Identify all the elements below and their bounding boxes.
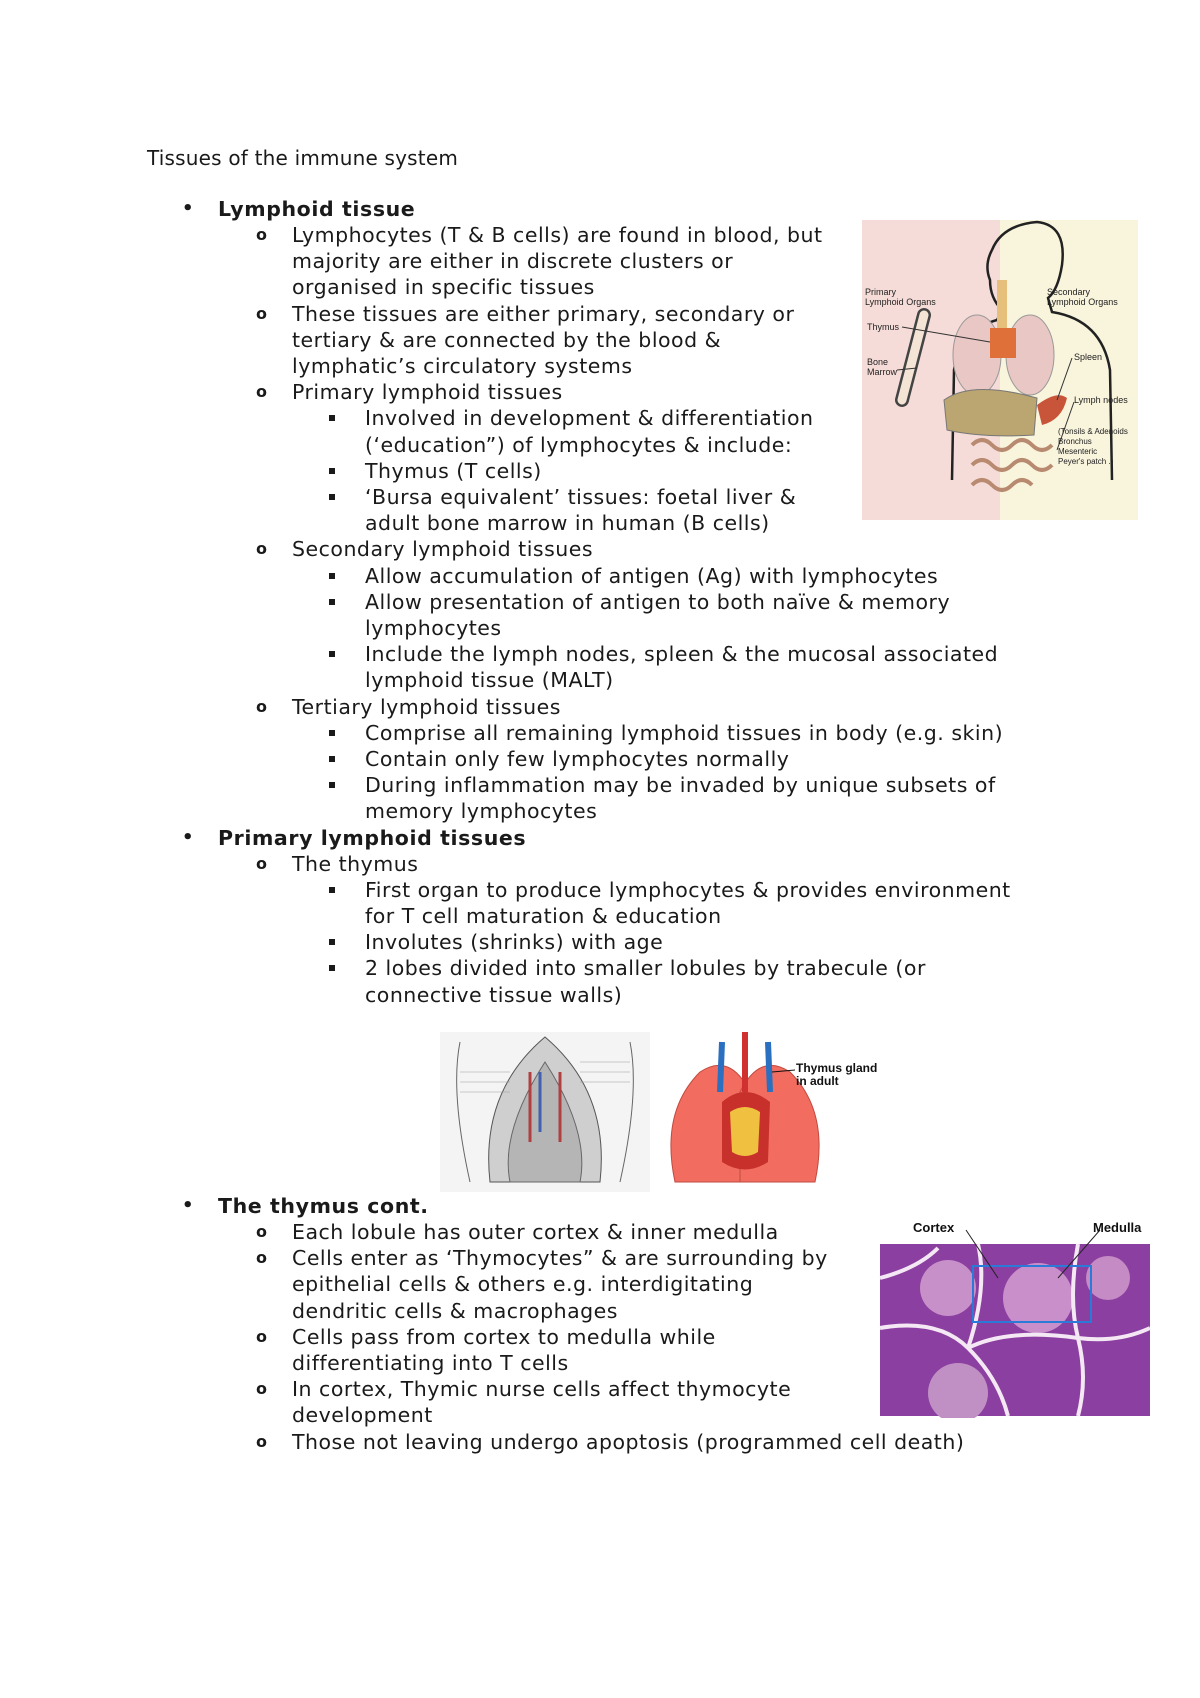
square-bullet-icon bbox=[329, 494, 335, 500]
list-item: Include the lymph nodes, spleen & the mucosal associated lymphoid tissue (MALT) bbox=[365, 641, 1011, 693]
label-bone: Bone bbox=[867, 357, 889, 367]
label-primary: Primary bbox=[865, 287, 896, 297]
label-marrow: Marrow bbox=[867, 367, 898, 377]
circle-bullet-icon: o bbox=[256, 303, 268, 323]
heading-thymus-cont: • The thymus cont. bbox=[182, 1194, 429, 1218]
list-item: o Cells pass from cortex to medulla while differentiating into T cells bbox=[256, 1324, 716, 1376]
list-item: o Primary lymphoid tissues bbox=[256, 380, 563, 405]
list-item: o These tissues are either primary, secondary or tertiary & are connected by the blood & lymphatic’s circulatory systems bbox=[256, 301, 795, 379]
circle-bullet-icon: o bbox=[256, 1379, 268, 1399]
list-item: o In cortex, Thymic nurse cells affect thymocyte development bbox=[256, 1377, 792, 1428]
circle-bullet-icon: o bbox=[256, 382, 268, 402]
list-item: Allow accumulation of antigen (Ag) with lymphocytes bbox=[365, 563, 1011, 589]
label-secondary: Secondary bbox=[1047, 287, 1091, 297]
list-item: 2 lobes divided into smaller lobules by trabecule (or connective tissue walls) bbox=[365, 955, 1011, 1007]
circle-bullet-icon: o bbox=[256, 225, 268, 244]
list-item: Involved in development & differentiation (‘education”) of lymphocytes & include: bbox=[365, 405, 1011, 457]
list-item: First organ to produce lymphocytes & provides environment for T cell maturation & education bbox=[365, 877, 1011, 929]
square-bullet-icon bbox=[329, 730, 335, 736]
list-item: o Each lobule has outer cortex & inner medulla bbox=[256, 1220, 779, 1244]
list-item: Comprise all remaining lymphoid tissues in body (e.g. skin) bbox=[365, 720, 1011, 746]
bullet-icon: • bbox=[182, 1195, 195, 1216]
circle-bullet-icon: o bbox=[256, 1222, 268, 1241]
label-thymus-gland: Thymus gland bbox=[796, 1061, 878, 1075]
label-in-adult: in adult bbox=[796, 1074, 839, 1088]
label-cortex: Cortex bbox=[913, 1220, 955, 1235]
bullet-icon: • bbox=[182, 826, 195, 848]
label-medulla: Medulla bbox=[1093, 1220, 1142, 1235]
circle-bullet-icon: o bbox=[256, 1431, 268, 1451]
page-title: Tissues of the immune system bbox=[147, 146, 459, 170]
square-bullet-icon bbox=[329, 939, 335, 945]
list-item: During inflammation may be invaded by unique subsets of memory lymphocytes bbox=[365, 772, 1011, 824]
square-bullet-icon bbox=[329, 651, 335, 657]
list-item: Thymus (T cells) bbox=[365, 458, 1011, 484]
list-item: o Lymphocytes (T & B cells) are found in blood, but majority are either in discrete clusters or organised in specific tissues bbox=[256, 223, 823, 300]
bullet-icon: • bbox=[182, 198, 195, 219]
list-item: Allow presentation of antigen to both naïve & memory lymphocytes bbox=[365, 589, 1011, 641]
section-lymphoid-tissue bbox=[0, 196, 1011, 1008]
heading-primary-lymphoid-tissues: • Primary lymphoid tissues bbox=[182, 825, 527, 850]
circle-bullet-icon: o bbox=[256, 696, 268, 716]
svg-text:Peyer's patch .): Peyer's patch .) bbox=[1058, 457, 1114, 466]
list-item: o Tertiary lymphoid tissues bbox=[256, 694, 561, 719]
list-item: o Secondary lymphoid tissues bbox=[256, 537, 594, 562]
list-item: o Those not leaving undergo apoptosis (programmed cell death) bbox=[256, 1429, 965, 1454]
svg-text:Mesenteric: Mesenteric bbox=[1058, 447, 1098, 456]
list-item: o The thymus bbox=[256, 851, 419, 876]
thymus-adult-figure bbox=[660, 1032, 882, 1192]
circle-bullet-icon: o bbox=[256, 1248, 268, 1268]
list-item: Contain only few lymphocytes normally bbox=[365, 746, 1011, 772]
label-primary-organs: Lymphoid Organs bbox=[865, 297, 936, 307]
square-bullet-icon bbox=[329, 756, 335, 762]
list-item: ‘Bursa equivalent’ tissues: foetal liver & adult bone marrow in human (B cells) bbox=[365, 484, 1011, 536]
section-thymus-cont bbox=[0, 1193, 964, 1455]
square-bullet-icon bbox=[329, 599, 335, 605]
label-spleen: Spleen bbox=[1074, 352, 1103, 362]
label-lymph-nodes: Lymph nodes bbox=[1074, 395, 1128, 405]
thymus-histology-figure bbox=[878, 1218, 1152, 1418]
square-bullet-icon bbox=[329, 573, 335, 579]
square-bullet-icon bbox=[329, 887, 335, 893]
thymus-anatomy-sketch bbox=[440, 1032, 650, 1192]
lymphoid-organs-figure bbox=[862, 220, 1138, 520]
label-secondary-organs: Lymphoid Organs bbox=[1047, 297, 1118, 307]
square-bullet-icon bbox=[329, 468, 335, 474]
square-bullet-icon bbox=[329, 415, 335, 421]
list-item: o Cells enter as ‘Thymocytes” & are surrounding by epithelial cells & others e.g. interdigitating dendritic cells & macrophages bbox=[256, 1246, 828, 1323]
heading-lymphoid-tissue: • Lymphoid tissue bbox=[182, 197, 416, 221]
circle-bullet-icon: o bbox=[256, 853, 268, 873]
label-thymus: Thymus bbox=[867, 322, 900, 332]
svg-text:Bronchus: Bronchus bbox=[1058, 437, 1092, 446]
circle-bullet-icon: o bbox=[256, 1326, 268, 1346]
square-bullet-icon bbox=[329, 965, 335, 971]
circle-bullet-icon: o bbox=[256, 539, 268, 559]
list-item: Involutes (shrinks) with age bbox=[365, 929, 1011, 955]
square-bullet-icon bbox=[329, 782, 335, 788]
svg-text:(Tonsils & Adenoids: (Tonsils & Adenoids bbox=[1058, 427, 1128, 436]
